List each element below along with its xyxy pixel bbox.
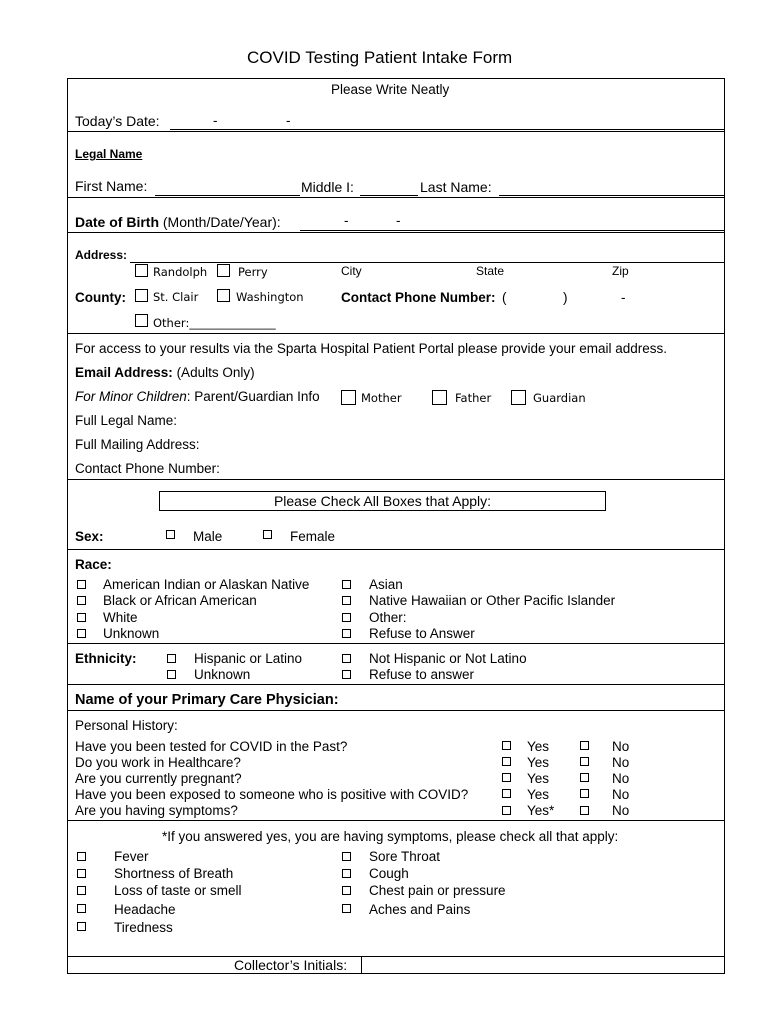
history-question: Have you been exposed to someone who is positive with COVID? xyxy=(75,787,469,802)
race-option-label: Native Hawaiian or Other Pacific Islander xyxy=(369,593,616,608)
guardian-checkbox-mother[interactable] xyxy=(341,390,356,405)
no-label: No xyxy=(612,755,630,770)
full-legal-name-label: Full Legal Name: xyxy=(75,413,178,428)
guardian-phone-label: Contact Phone Number: xyxy=(75,461,220,476)
race-option-label: Refuse to Answer xyxy=(369,626,475,641)
no-checkbox[interactable] xyxy=(580,806,589,815)
dob-label-format: (Month/Date/Year): xyxy=(162,214,281,230)
sex-option-label: Female xyxy=(290,529,336,544)
symptom-checkbox[interactable] xyxy=(342,869,351,878)
county-checkbox-perry[interactable] xyxy=(217,264,230,277)
ethnicity-checkbox[interactable] xyxy=(342,670,351,679)
middle-initial-label: Middle I: xyxy=(301,179,354,195)
ethnicity-label: Ethnicity: xyxy=(75,651,137,666)
middle-initial-field[interactable] xyxy=(360,195,418,196)
symptom-checkbox[interactable] xyxy=(342,886,351,895)
email-label-rest: (Adults Only) xyxy=(176,365,255,380)
symptom-checkbox[interactable] xyxy=(342,852,351,861)
yes-label: Yes xyxy=(527,771,550,786)
symptom-label: Aches and Pains xyxy=(369,902,471,917)
county-option-label: Perry xyxy=(238,265,268,279)
instruction-text: Please Write Neatly xyxy=(331,82,450,97)
email-label xyxy=(75,365,255,380)
city-label: City xyxy=(341,264,362,278)
physician-label: Name of your Primary Care Physician: xyxy=(75,692,339,708)
symptom-label: Cough xyxy=(369,866,409,881)
county-option-label: Randolph xyxy=(153,265,208,279)
county-other-label: Other:_______________ xyxy=(153,316,276,330)
no-label: No xyxy=(612,739,630,754)
county-label: County: xyxy=(75,290,126,305)
dob-label xyxy=(75,214,281,230)
county-option-label: St. Clair xyxy=(153,290,199,304)
minor-label-italic: For Minor Children xyxy=(75,389,187,404)
yes-checkbox[interactable] xyxy=(502,806,511,815)
email-note: For access to your results via the Sparta Hospital Patient Portal please provide your email address. xyxy=(75,341,668,356)
yes-checkbox[interactable] xyxy=(502,789,511,798)
symptoms-note: *If you answered yes, you are having symptoms, please check all that apply: xyxy=(162,829,619,844)
todays-date-field[interactable] xyxy=(170,129,725,130)
no-label: No xyxy=(612,803,630,818)
history-question: Are you currently pregnant? xyxy=(75,771,242,786)
race-checkbox[interactable] xyxy=(342,629,351,638)
guardian-checkbox-father[interactable] xyxy=(432,390,447,405)
first-name-field[interactable] xyxy=(155,195,300,196)
ethnicity-checkbox[interactable] xyxy=(167,654,176,663)
ethnicity-checkbox[interactable] xyxy=(167,670,176,679)
divider xyxy=(67,131,725,132)
race-checkbox[interactable] xyxy=(77,596,86,605)
date-separator: - xyxy=(286,113,291,128)
last-name-label: Last Name: xyxy=(420,179,492,195)
county-checkbox-washington[interactable] xyxy=(217,289,230,302)
sex-checkbox-female[interactable] xyxy=(263,530,272,539)
no-label: No xyxy=(612,787,630,802)
county-option-label: Washington xyxy=(236,290,304,304)
ethnicity-option-label: Hispanic or Latino xyxy=(194,651,303,666)
ethnicity-option-label: Not Hispanic or Not Latino xyxy=(369,651,527,666)
history-question: Have you been tested for COVID in the Past? xyxy=(75,739,348,754)
personal-history-label: Personal History: xyxy=(75,718,178,733)
todays-date-label: Today’s Date: xyxy=(75,113,160,129)
no-label: No xyxy=(612,771,630,786)
email-label-bold: Email Address: xyxy=(75,365,173,380)
phone-open-paren: ( xyxy=(502,290,507,305)
minor-label-rest: : Parent/Guardian Info xyxy=(186,389,320,404)
race-checkbox[interactable] xyxy=(342,580,351,589)
yes-label: Yes* xyxy=(527,803,555,818)
zip-label: Zip xyxy=(612,264,629,278)
contact-phone-label xyxy=(341,290,496,305)
address-label: Address: xyxy=(75,248,128,262)
race-checkbox[interactable] xyxy=(77,629,86,638)
symptom-label: Shortness of Breath xyxy=(114,866,234,881)
race-option-label: Other: xyxy=(369,610,407,625)
guardian-option-label: Mother xyxy=(361,391,402,405)
no-checkbox[interactable] xyxy=(580,741,589,750)
no-checkbox[interactable] xyxy=(580,773,589,782)
history-question: Do you work in Healthcare? xyxy=(75,755,241,770)
form-title: COVID Testing Patient Intake Form xyxy=(247,48,513,67)
symptom-label: Chest pain or pressure xyxy=(369,883,506,898)
check-all-heading: Please Check All Boxes that Apply: xyxy=(159,491,606,511)
divider xyxy=(67,684,725,685)
date-separator: - xyxy=(344,213,349,228)
full-mailing-address-label: Full Mailing Address: xyxy=(75,437,200,452)
race-checkbox[interactable] xyxy=(342,613,351,622)
phone-close-paren: ) xyxy=(563,290,568,305)
symptom-checkbox[interactable] xyxy=(77,904,86,913)
divider xyxy=(67,643,725,644)
no-checkbox[interactable] xyxy=(580,757,589,766)
symptom-checkbox[interactable] xyxy=(77,922,86,931)
symptom-label: Fever xyxy=(114,849,149,864)
guardian-option-label: Guardian xyxy=(533,391,586,405)
divider xyxy=(67,479,725,480)
yes-checkbox[interactable] xyxy=(502,757,511,766)
phone-dash: - xyxy=(621,290,626,305)
dob-field[interactable] xyxy=(300,230,725,231)
symptom-label: Tiredness xyxy=(114,920,173,935)
history-question: Are you having symptoms? xyxy=(75,803,238,818)
last-name-field[interactable] xyxy=(499,195,725,196)
ethnicity-checkbox[interactable] xyxy=(342,654,351,663)
legal-name-heading: Legal Name xyxy=(75,147,143,161)
collector-initials-field[interactable] xyxy=(362,957,724,973)
race-checkbox[interactable] xyxy=(77,613,86,622)
divider xyxy=(67,549,725,550)
symptom-checkbox[interactable] xyxy=(77,886,86,895)
yes-label: Yes xyxy=(527,755,550,770)
race-option-label: Asian xyxy=(369,577,403,592)
divider xyxy=(67,710,725,711)
symptom-checkbox[interactable] xyxy=(342,904,351,913)
address-field[interactable] xyxy=(130,262,725,263)
minor-children-label xyxy=(75,389,320,404)
county-checkbox-st-clair[interactable] xyxy=(135,289,148,302)
yes-checkbox[interactable] xyxy=(502,741,511,750)
race-option-label: Black or African American xyxy=(103,593,257,608)
sex-label: Sex: xyxy=(75,529,104,544)
divider xyxy=(67,197,725,198)
no-checkbox[interactable] xyxy=(580,789,589,798)
race-option-label: Unknown xyxy=(103,626,160,641)
ethnicity-option-label: Refuse to answer xyxy=(369,667,475,682)
race-checkbox[interactable] xyxy=(77,580,86,589)
race-option-label: White xyxy=(103,610,138,625)
divider xyxy=(67,232,725,233)
sex-option-label: Male xyxy=(193,529,223,544)
date-separator: - xyxy=(213,113,218,128)
sex-checkbox-male[interactable] xyxy=(166,530,175,539)
race-label: Race: xyxy=(75,557,112,572)
dob-label-bold: Date of Birth xyxy=(75,214,159,230)
yes-checkbox[interactable] xyxy=(502,773,511,782)
divider xyxy=(67,820,725,821)
guardian-checkbox-guardian[interactable] xyxy=(511,390,526,405)
guardian-option-label: Father xyxy=(455,391,492,405)
race-option-label: American Indian or Alaskan Native xyxy=(103,577,310,592)
state-label: State xyxy=(476,264,505,278)
yes-label: Yes xyxy=(527,739,550,754)
symptom-checkbox[interactable] xyxy=(77,869,86,878)
ethnicity-option-label: Unknown xyxy=(194,667,251,682)
date-separator: - xyxy=(396,213,401,228)
symptom-checkbox[interactable] xyxy=(77,852,86,861)
symptom-label: Loss of taste or smell xyxy=(114,883,242,898)
symptom-label: Sore Throat xyxy=(369,849,441,864)
symptom-label: Headache xyxy=(114,902,176,917)
divider xyxy=(67,333,725,334)
contact-phone-label-text: Contact Phone Number: xyxy=(341,290,496,305)
county-checkbox-randolph[interactable] xyxy=(135,264,148,277)
collector-initials-label: Collector’s Initials: xyxy=(234,957,348,973)
race-checkbox[interactable] xyxy=(342,596,351,605)
county-checkbox-other[interactable] xyxy=(135,314,148,327)
yes-label: Yes xyxy=(527,787,550,802)
first-name-label: First Name: xyxy=(75,178,148,194)
